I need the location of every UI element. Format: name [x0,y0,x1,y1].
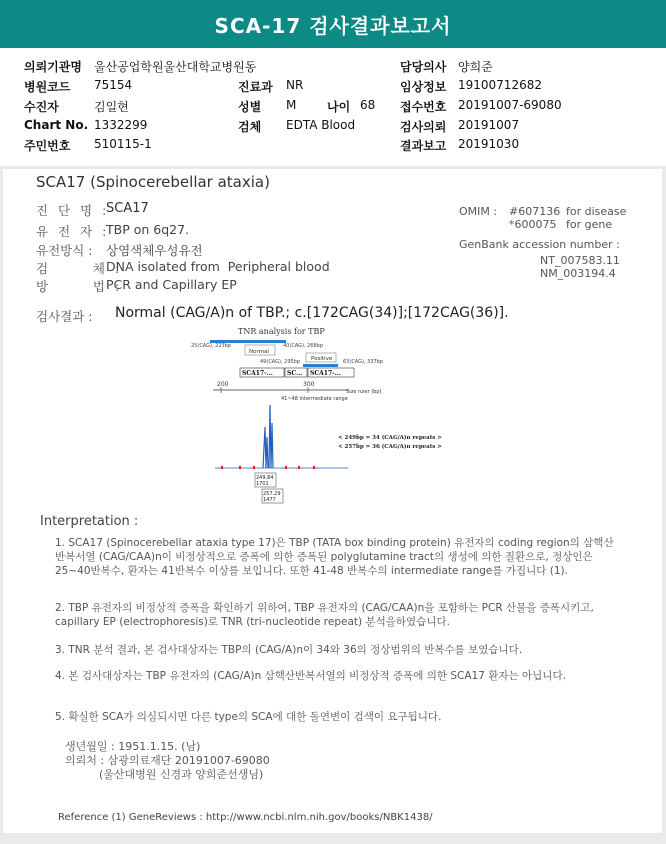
report-date-label: 결과보고 [400,139,447,153]
clinical-info-label: 임상정보 [400,80,447,94]
doctor-label: 담당의사 [400,60,447,74]
figure-mid-label: 49(CAG), 295bp [260,359,301,365]
segment-3-label: SCA17-... [310,370,341,377]
report-date-value: 20191030 [458,137,520,151]
figure-far-label: 63(CAG), 337bp [343,359,384,365]
hospital-code-value: 75154 [94,78,133,92]
intermediate-range-label: 41~48 intermediate range [281,396,348,402]
sex-value: M [286,98,297,112]
request-date-value: 20191007 [458,118,520,132]
specimen-type-value: DNA isolated from Peripheral blood [106,259,330,274]
repeat-result-1: < 249bp = 34 (CAG/A)n repeats > [338,435,442,441]
report-title: SCA-17 검사결과보고서 [0,0,666,48]
age-label: 나이 [327,100,351,114]
interpretation-paragraph-1: 1. SCA17 (Spinocerebellar ataxia type 17)은 TBP (TATA box binding protein) 유전자의 coding region의 삼핵산반복서열 (CAG/CAA)n이 비정상적으로 증폭에 의한 증폭된 polyglutamine tract의 생성에 의한 질환으로, 정상인은 25~40반복수, 환자는 41반복수 이상를 보입니다. 또한 41-48 반복수의 intermediate range를 가집니다 (1). [55,537,614,577]
gene-value: TBP on 6q27. [106,222,190,237]
omim-disease-id: #607136 [509,205,561,218]
resident-no-label: 주민번호 [24,139,71,153]
requesting-org-value: 울산공업학원울산대학교병원동 [94,60,257,74]
peak2-height: 1477 [263,497,276,503]
patient-value: 김일현 [94,100,129,114]
inheritance-label: 유전방식 : [36,243,93,258]
genbank-accession-2: NM_003194.4 [540,267,616,280]
segment-1-label: SCA17-... [242,370,273,377]
inheritance-value: 상염색체우성유전 [106,243,203,258]
requester-detail-note: (울산대병원 신경과 양희준선생님) [99,768,264,781]
chart-no-value: 1332299 [94,118,148,132]
peak1-size: 249.84 [256,475,274,481]
size-ruler-label: Size ruler (bp) [346,389,382,395]
repeat-result-2: < 257bp = 36 (CAG/A)n repeats > [338,444,442,450]
department-label: 진료과 [238,80,273,94]
interpretation-paragraph-4: 4. 본 검사대상자는 TBP 유전자의 (CAG/A)n 삼핵산반복서열의 비정상적 증폭에 의한 SCA17 환자는 아닙니다. [55,670,566,682]
diagnosis-value: SCA17 [106,201,149,216]
age-value: 68 [360,98,376,112]
specimen-label: 검체 [238,120,262,134]
method-label: 방 법 : [36,279,123,294]
omim-gene-desc: for gene [566,218,613,231]
interpretation-paragraph-2: 2. TBP 유전자의 비정상적 증폭을 확인하기 위하여, TBP 유전자의 (CAG/CAA)n을 포함하는 PCR 산물을 증폭시키고, capillary EP (electrophoresis)로 TNR (tri-nucleotide repeat) 분석을하였습니다. [55,602,594,628]
clinical-info-value: 19100712682 [458,78,542,92]
resident-no-value: 510115-1 [94,137,152,151]
omim-label: OMIM : [459,205,498,218]
header-info-panel [0,48,666,166]
specimen-value: EDTA Blood [286,118,356,132]
receipt-no-label: 접수번호 [400,100,447,114]
normal-label: Normal [249,349,269,355]
hospital-code-label: 병원코드 [24,80,71,94]
figure-title: TNR analysis for TBP [238,327,325,336]
peak-249 [263,427,268,468]
gene-label: 유 전 자 : [36,224,110,239]
reference-note: Reference (1) GeneReviews : http://www.ncbi.nlm.nih.gov/books/NBK1438/ [58,812,433,823]
result-value: Normal (CAG/A)n of TBP.; c.[172CAG(34)];[172CAG(36)]. [115,305,509,321]
genbank-label: GenBank accession number : [459,238,620,251]
figure-left-label: 25(CAG), 223bp [191,343,232,349]
tnr-analysis-figure [183,325,473,505]
peak-257 [269,405,273,468]
specimen-type-label: 검 체 : [36,261,123,276]
patient-label: 수진자 [24,100,59,114]
chart-no-label: Chart No. [24,118,89,132]
diagnosis-label: 진 단 명 : [36,203,110,218]
interpretation-heading: Interpretation : [40,514,139,529]
figure-right-label: 40(CAG), 268bp [283,343,324,349]
segment-2-label: SC... [287,370,303,377]
sex-label: 성별 [238,100,262,114]
positive-label: Positive [311,356,333,362]
interpretation-paragraph-3: 3. TNR 분석 결과, 본 검사대상자는 TBP의 (CAG/A)n이 34와 36의 정상범위의 반복수를 보였습니다. [55,644,523,656]
request-date-label: 검사의뢰 [400,120,447,134]
receipt-no-value: 20191007-69080 [458,98,562,112]
requester-note: 의뢰처 : 삼광의료재단 20191007-69080 [65,754,270,767]
report-body [3,169,662,833]
method-value: PCR and Capillary EP [106,277,237,292]
normal-range-bar [210,340,286,343]
tick-200: 200 [217,381,229,388]
genbank-accession-1: NT_007583.11 [540,254,620,267]
department-value: NR [286,78,304,92]
positive-range-bar [303,364,338,367]
birth-date-note: 생년월일 : 1951.1.15. (남) [65,740,201,753]
report-heading: SCA17 (Spinocerebellar ataxia) [36,173,270,191]
tick-300: 300 [303,381,315,388]
requesting-org-label: 의뢰기관명 [24,60,82,74]
interpretation-paragraph-5: 5. 확실한 SCA가 의심되시면 다른 type의 SCA에 대한 돌연변이 검색이 요구됩니다. [55,711,442,723]
omim-gene-id: *600075 [509,218,557,231]
omim-disease-desc: for disease [566,205,627,218]
result-label: 검사결과 : [36,309,93,324]
peak2-size: 257.29 [263,491,281,497]
peak1-height: 1701 [256,481,269,487]
doctor-value: 양희준 [458,60,493,74]
